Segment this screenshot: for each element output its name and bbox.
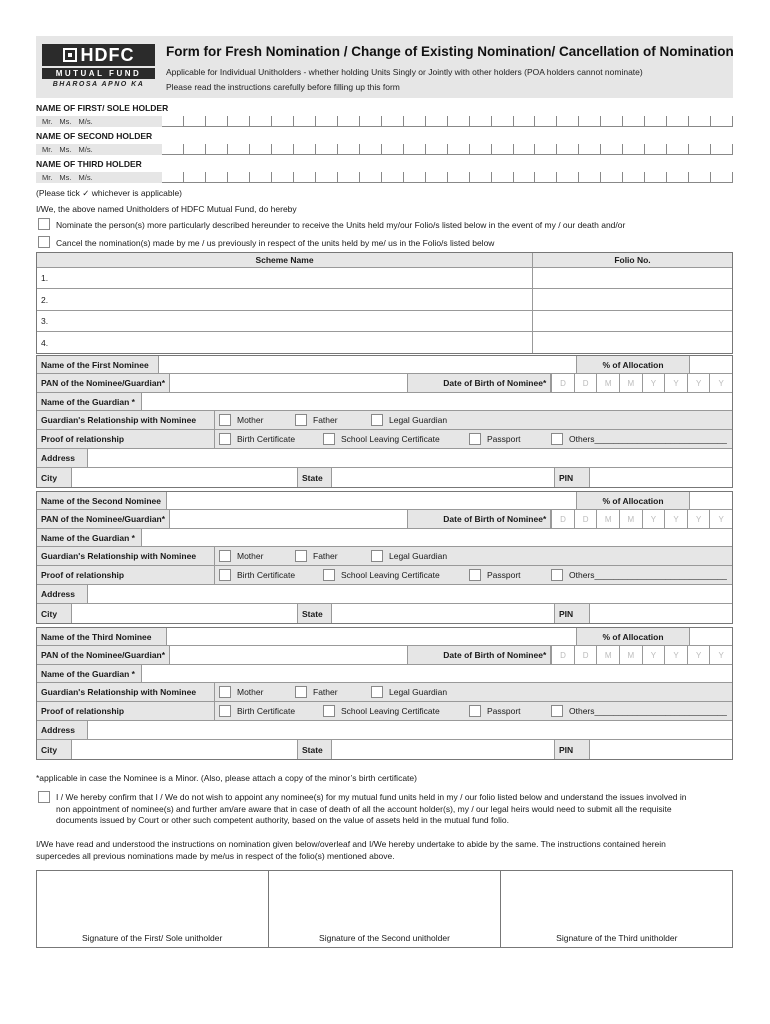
name-char-box[interactable] xyxy=(645,116,667,126)
name-char-box[interactable] xyxy=(492,116,514,126)
name-char-box[interactable] xyxy=(184,144,206,154)
name-char-box[interactable] xyxy=(711,116,733,126)
city-field[interactable] xyxy=(72,604,298,623)
name-char-box[interactable] xyxy=(338,172,360,182)
father-checkbox[interactable] xyxy=(295,550,307,562)
name-char-box[interactable] xyxy=(338,144,360,154)
pan-label: PAN of the Nominee/Guardian* xyxy=(37,510,170,528)
second-holder-name-field[interactable] xyxy=(36,144,733,155)
name-char-box[interactable] xyxy=(206,172,228,182)
name-char-box[interactable] xyxy=(360,144,382,154)
nominee-name-label: Name of the Third Nominee xyxy=(37,628,167,645)
name-char-box[interactable] xyxy=(426,144,448,154)
name-char-box[interactable] xyxy=(689,116,711,126)
guardian-name-label: Name of the Guardian * xyxy=(37,529,142,546)
folio-field[interactable] xyxy=(533,268,732,288)
name-char-box[interactable] xyxy=(492,144,514,154)
legal-guardian-checkbox[interactable] xyxy=(371,414,383,426)
name-char-box[interactable] xyxy=(316,116,338,126)
second-holder-label: NAME OF SECOND HOLDER xyxy=(36,131,153,141)
name-char-box[interactable] xyxy=(206,144,228,154)
birth-certificate-checkbox[interactable] xyxy=(219,705,231,717)
name-char-box[interactable] xyxy=(316,172,338,182)
name-char-box[interactable] xyxy=(514,172,536,182)
pin-field[interactable] xyxy=(590,740,732,759)
scheme-name-field[interactable]: 3. xyxy=(37,311,533,331)
father-checkbox[interactable] xyxy=(295,414,307,426)
name-char-boxes[interactable] xyxy=(162,116,733,127)
name-char-box[interactable] xyxy=(294,144,316,154)
passport-checkbox[interactable] xyxy=(469,705,481,717)
name-char-box[interactable] xyxy=(228,172,250,182)
name-char-box[interactable] xyxy=(470,116,492,126)
pin-label: PIN xyxy=(555,604,590,623)
name-char-box[interactable] xyxy=(579,116,601,126)
name-char-box[interactable] xyxy=(645,172,667,182)
birth-certificate-checkbox[interactable] xyxy=(219,569,231,581)
scheme-folio-table xyxy=(36,252,733,354)
form-instruction: Please read the instructions carefully before filling up this form xyxy=(166,82,400,92)
name-char-box[interactable] xyxy=(338,116,360,126)
allocation-label: % of Allocation xyxy=(577,492,690,509)
name-char-box[interactable] xyxy=(162,116,184,126)
name-char-box[interactable] xyxy=(514,116,536,126)
school-leaving-checkbox[interactable] xyxy=(323,569,335,581)
opt-out-text: I / We hereby confirm that I / We do not wish to appoint any nominee(s) for my mutual fund units held in my / our folio listed below and understand the issues involved in non appointment of nominee(s) and further am/are aware that in case of death of all the account holder(s), my / our legal heirs would need to submit all the requisite documents issued by Court or other such competent authority, based on the value of assets held in the mutual fund folio. xyxy=(56,792,687,825)
proof-label: Proof of relationship xyxy=(37,566,215,584)
name-char-box[interactable] xyxy=(206,116,228,126)
pan-field[interactable] xyxy=(170,374,409,392)
name-char-box[interactable] xyxy=(470,144,492,154)
name-char-box[interactable] xyxy=(272,116,294,126)
opt-out-checkbox[interactable] xyxy=(38,791,50,803)
name-char-box[interactable] xyxy=(426,172,448,182)
city-label: City xyxy=(37,468,72,487)
name-char-box[interactable] xyxy=(470,172,492,182)
dob-field[interactable]: D D M M Y Y Y Y xyxy=(551,374,732,392)
address-field[interactable] xyxy=(88,585,732,603)
proof-label: Proof of relationship xyxy=(37,702,215,720)
form-title: Form for Fresh Nomination / Change of Existing Nomination/ Cancellation of Nomination xyxy=(166,44,734,59)
name-char-box[interactable] xyxy=(535,172,557,182)
name-char-box[interactable] xyxy=(382,172,404,182)
proof-label: Proof of relationship xyxy=(37,430,215,448)
name-char-box[interactable] xyxy=(228,116,250,126)
second-signature-label: Signature of the Second unitholder xyxy=(319,933,450,943)
pan-label: PAN of the Nominee/Guardian* xyxy=(37,374,170,392)
address-field[interactable] xyxy=(88,721,732,739)
name-char-box[interactable] xyxy=(492,172,514,182)
name-char-box[interactable] xyxy=(404,144,426,154)
dob-label: Date of Birth of Nominee* xyxy=(408,374,551,392)
name-char-box[interactable] xyxy=(623,116,645,126)
mother-checkbox[interactable] xyxy=(219,414,231,426)
legal-guardian-checkbox[interactable] xyxy=(371,686,383,698)
name-char-box[interactable] xyxy=(514,144,536,154)
pan-label: PAN of the Nominee/Guardian* xyxy=(37,646,170,664)
name-char-box[interactable] xyxy=(294,172,316,182)
guardian-name-field[interactable] xyxy=(142,393,732,410)
name-char-box[interactable] xyxy=(250,144,272,154)
third-holder-label: NAME OF THIRD HOLDER xyxy=(36,159,142,169)
guardian-name-field[interactable] xyxy=(142,529,732,546)
name-char-box[interactable] xyxy=(228,144,250,154)
pin-label: PIN xyxy=(555,740,590,759)
third-nominee-block: Name of the Third Nominee % of Allocation PAN of the Nominee/Guardian* Date of Birth of Nominee* D D M M Y Y Y Y Name of the Guardian * Guardian's Relationship with Nominee Mother Father Legal Guardian Proof of relationship Birth Certificate School Leaving Certificate Passport Others____________________________ Address City State PIN xyxy=(36,627,733,760)
city-label: City xyxy=(37,740,72,759)
pin-field[interactable] xyxy=(590,468,732,487)
father-checkbox[interactable] xyxy=(295,686,307,698)
mother-checkbox[interactable] xyxy=(219,550,231,562)
salutation-options[interactable]: Mr. Ms. M/s. xyxy=(36,172,162,183)
allocation-label: % of Allocation xyxy=(577,628,690,645)
scheme-name-field[interactable]: 4. xyxy=(37,332,533,353)
mother-checkbox[interactable] xyxy=(219,686,231,698)
third-holder-name-field[interactable] xyxy=(36,172,733,183)
salutation-options[interactable]: Mr. Ms. M/s. xyxy=(36,144,162,155)
folio-field[interactable] xyxy=(533,332,732,353)
cancel-checkbox[interactable] xyxy=(38,236,50,248)
pan-field[interactable] xyxy=(170,510,409,528)
dob-field[interactable]: D D M M Y Y Y Y xyxy=(551,510,732,528)
state-label: State xyxy=(298,468,332,487)
allocation-field[interactable] xyxy=(690,628,732,645)
scheme-name-header: Scheme Name xyxy=(37,253,533,267)
name-char-box[interactable] xyxy=(294,116,316,126)
second-nominee-block: Name of the Second Nominee % of Allocation PAN of the Nominee/Guardian* Date of Birth of Nominee* D D M M Y Y Y Y Name of the Guardian * Guardian's Relationship with Nominee Mother Father Legal Guardian Proof of relationship Birth Certificate School Leaving Certificate Passport Others____________________________ Address City State PIN xyxy=(36,491,733,624)
form-subtitle: Applicable for Individual Unitholders - whether holding Units Singly or Jointly with other holders (POA holders cannot nominate) xyxy=(166,67,643,77)
name-char-box[interactable] xyxy=(404,172,426,182)
nominate-option-label: Nominate the person(s) more particularly described hereunder to receive the Units held my/our Folio/s listed below in the event of my / our death and/or xyxy=(56,220,626,230)
name-char-box[interactable] xyxy=(579,144,601,154)
minor-note: *applicable in case the Nominee is a Minor. (Also, please attach a copy of the minor’s birth certificate) xyxy=(36,773,417,783)
name-char-box[interactable] xyxy=(272,144,294,154)
city-field[interactable] xyxy=(72,468,298,487)
declaration-text: I/We have read and understood the instructions on nomination given below/overleaf and I/We hereby undertake to abide by the same. The instructions contained herein supercedes all previous nominations made by me/us in respect of the folio(s) mentioned above. xyxy=(36,839,666,861)
state-field[interactable] xyxy=(332,604,555,623)
passport-checkbox[interactable] xyxy=(469,569,481,581)
relationship-label: Guardian's Relationship with Nominee xyxy=(37,411,215,429)
allocation-field[interactable] xyxy=(690,492,732,509)
name-char-box[interactable] xyxy=(162,144,184,154)
first-holder-name-field[interactable] xyxy=(36,116,733,127)
third-signature-label: Signature of the Third unitholder xyxy=(556,933,678,943)
name-char-box[interactable] xyxy=(360,172,382,182)
nominee-name-label: Name of the Second Nominee xyxy=(37,492,167,509)
city-label: City xyxy=(37,604,72,623)
name-char-box[interactable] xyxy=(272,172,294,182)
first-nominee-block: Name of the First Nominee % of Allocation PAN of the Nominee/Guardian* Date of Birth of Nominee* D D M M Y Y Y Y Name of the Guardian * Guardian's Relationship with Nominee Mother Father Legal Guardian Proof of relationship Birth Certificate School Leaving Certificate Passport Others____________________________ Address City State PIN xyxy=(36,355,733,488)
nominee-name-field[interactable] xyxy=(167,492,577,509)
name-char-box[interactable] xyxy=(316,144,338,154)
pan-field[interactable] xyxy=(170,646,409,664)
intro-text: I/We, the above named Unitholders of HDFC Mutual Fund, do hereby xyxy=(36,204,297,214)
name-char-box[interactable] xyxy=(557,172,579,182)
school-leaving-checkbox[interactable] xyxy=(323,433,335,445)
address-label: Address xyxy=(37,721,88,739)
folio-field[interactable] xyxy=(533,311,732,331)
others-checkbox[interactable] xyxy=(551,433,563,445)
others-checkbox[interactable] xyxy=(551,705,563,717)
school-leaving-checkbox[interactable] xyxy=(323,705,335,717)
nominee-name-field[interactable] xyxy=(167,628,577,645)
tick-note: (Please tick ✓ whichever is applicable) xyxy=(36,188,183,198)
name-char-box[interactable] xyxy=(382,144,404,154)
name-char-box[interactable] xyxy=(601,172,623,182)
nominee-name-label: Name of the First Nominee xyxy=(37,356,159,373)
salutation-options[interactable]: Mr. Ms. M/s. xyxy=(36,116,162,127)
state-label: State xyxy=(298,740,332,759)
folio-field[interactable] xyxy=(533,289,732,310)
guardian-name-field[interactable] xyxy=(142,665,732,682)
folio-no-header: Folio No. xyxy=(614,255,651,265)
address-label: Address xyxy=(37,585,88,603)
state-label: State xyxy=(298,604,332,623)
name-char-box[interactable] xyxy=(645,144,667,154)
name-char-box[interactable] xyxy=(711,172,733,182)
name-char-boxes[interactable] xyxy=(162,144,733,155)
dob-label: Date of Birth of Nominee* xyxy=(408,510,551,528)
name-char-box[interactable] xyxy=(250,116,272,126)
scheme-name-field[interactable]: 1. xyxy=(37,268,533,288)
name-char-boxes[interactable] xyxy=(162,172,733,183)
name-char-box[interactable] xyxy=(448,144,470,154)
passport-checkbox[interactable] xyxy=(469,433,481,445)
name-char-box[interactable] xyxy=(448,172,470,182)
dob-field[interactable]: D D M M Y Y Y Y xyxy=(551,646,732,664)
name-char-box[interactable] xyxy=(426,116,448,126)
first-holder-label: NAME OF FIRST/ SOLE HOLDER xyxy=(36,103,169,113)
city-field[interactable] xyxy=(72,740,298,759)
allocation-field[interactable] xyxy=(690,356,732,373)
name-char-box[interactable] xyxy=(360,116,382,126)
name-char-box[interactable] xyxy=(623,172,645,182)
relationship-label: Guardian's Relationship with Nominee xyxy=(37,547,215,565)
birth-certificate-checkbox[interactable] xyxy=(219,433,231,445)
name-char-box[interactable] xyxy=(601,144,623,154)
address-label: Address xyxy=(37,449,88,467)
state-field[interactable] xyxy=(332,468,555,487)
guardian-name-label: Name of the Guardian * xyxy=(37,665,142,682)
cancel-option-label: Cancel the nomination(s) made by me / us previously in respect of the units held by me/ us in the Folio/s listed below xyxy=(56,238,495,248)
name-char-box[interactable] xyxy=(623,144,645,154)
name-char-box[interactable] xyxy=(579,172,601,182)
name-char-box[interactable] xyxy=(557,116,579,126)
name-char-box[interactable] xyxy=(184,116,206,126)
hdfc-logo: HDFC MUTUAL FUND BHAROSA APNO KA xyxy=(42,44,155,90)
nominate-checkbox[interactable] xyxy=(38,218,50,230)
hdfc-square-icon xyxy=(63,48,77,62)
legal-guardian-checkbox[interactable] xyxy=(371,550,383,562)
pin-field[interactable] xyxy=(590,604,732,623)
name-char-box[interactable] xyxy=(711,144,733,154)
name-char-box[interactable] xyxy=(667,116,689,126)
name-char-box[interactable] xyxy=(689,172,711,182)
first-signature-label: Signature of the First/ Sole unitholder xyxy=(81,933,223,943)
name-char-box[interactable] xyxy=(184,172,206,182)
name-char-box[interactable] xyxy=(448,116,470,126)
name-char-box[interactable] xyxy=(162,172,184,182)
name-char-box[interactable] xyxy=(557,144,579,154)
address-field[interactable] xyxy=(88,449,732,467)
state-field[interactable] xyxy=(332,740,555,759)
nominee-name-field[interactable] xyxy=(159,356,577,373)
relationship-label: Guardian's Relationship with Nominee xyxy=(37,683,215,701)
others-checkbox[interactable] xyxy=(551,569,563,581)
dob-label: Date of Birth of Nominee* xyxy=(408,646,551,664)
name-char-box[interactable] xyxy=(535,144,557,154)
name-char-box[interactable] xyxy=(404,116,426,126)
name-char-box[interactable] xyxy=(382,116,404,126)
guardian-name-label: Name of the Guardian * xyxy=(37,393,142,410)
name-char-box[interactable] xyxy=(667,144,689,154)
signature-labels xyxy=(36,933,733,943)
pin-label: PIN xyxy=(555,468,590,487)
name-char-box[interactable] xyxy=(250,172,272,182)
name-char-box[interactable] xyxy=(667,172,689,182)
name-char-box[interactable] xyxy=(535,116,557,126)
name-char-box[interactable] xyxy=(689,144,711,154)
scheme-name-field[interactable]: 2. xyxy=(37,289,533,310)
name-char-box[interactable] xyxy=(601,116,623,126)
allocation-label: % of Allocation xyxy=(577,356,690,373)
